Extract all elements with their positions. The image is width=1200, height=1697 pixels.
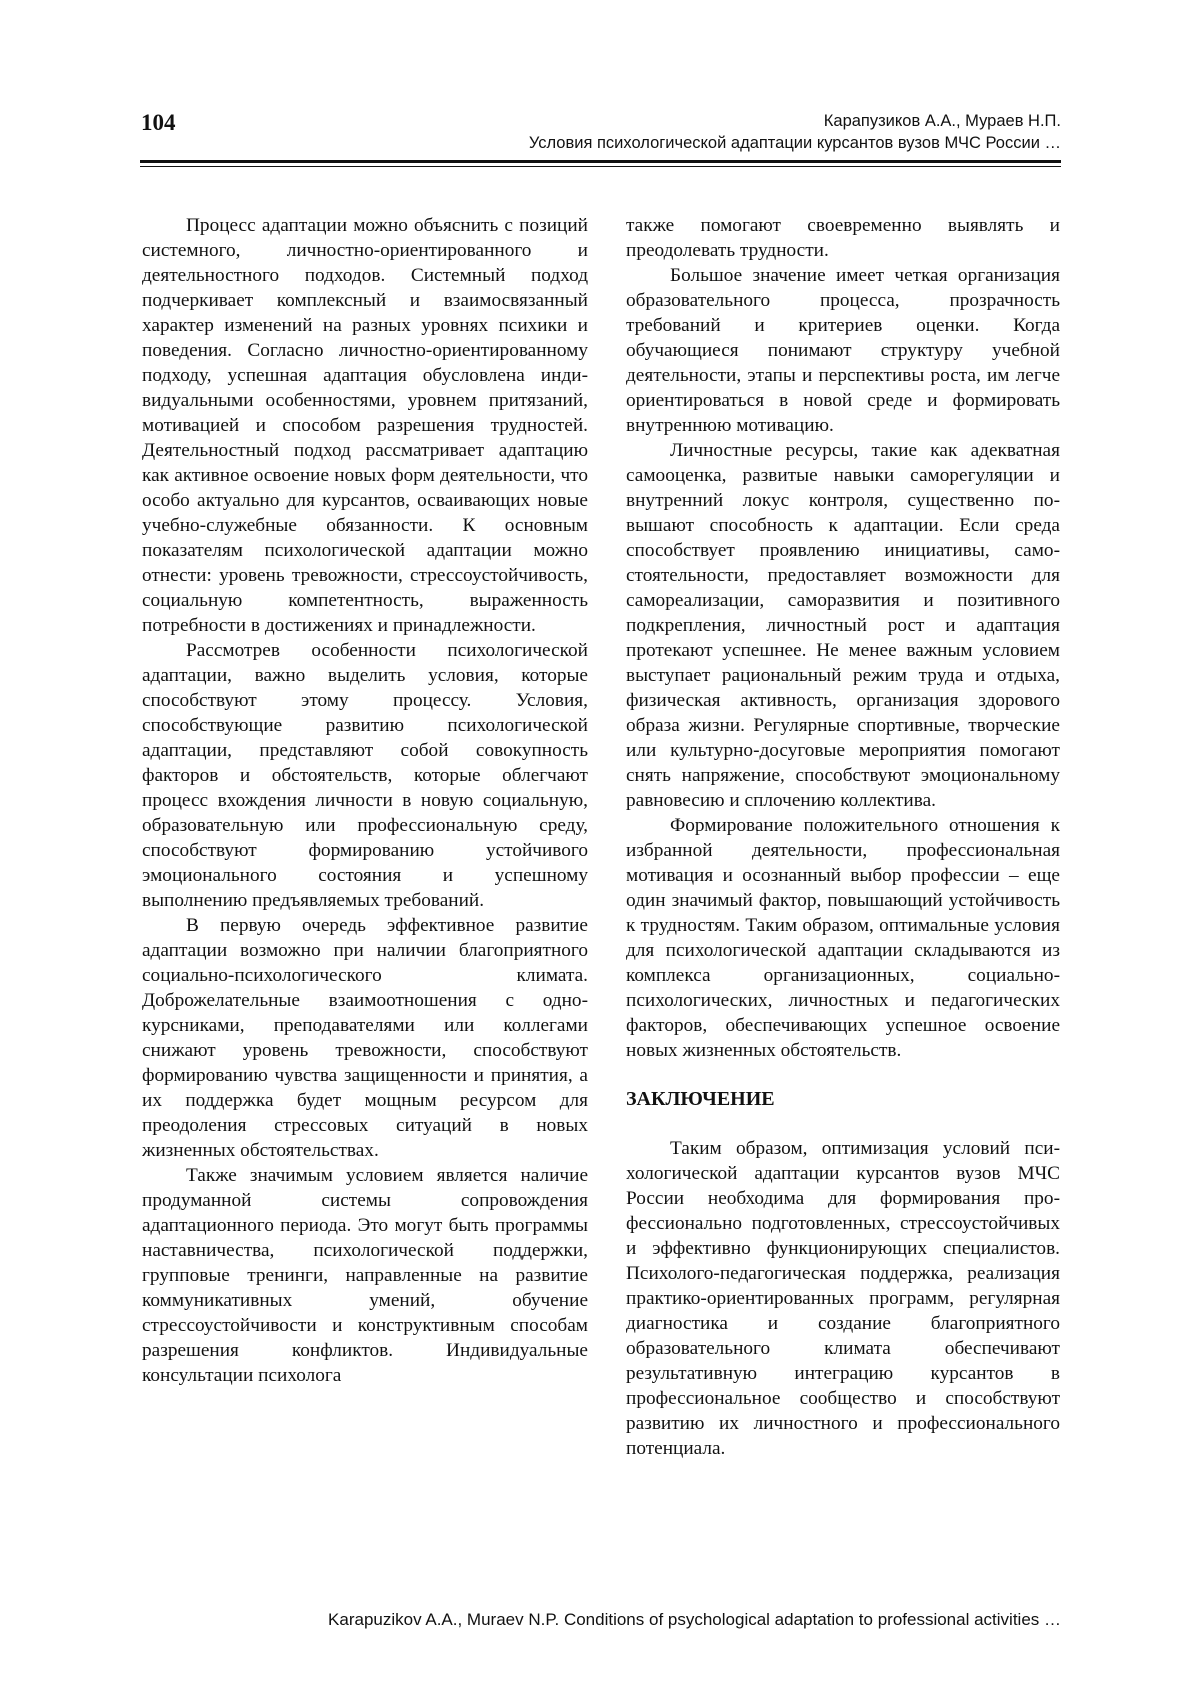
section-heading: ЗАКЛЮЧЕНИЕ — [626, 1088, 775, 1110]
conclusion-paragraph: Таким образом, оптимизация условий психологической адаптации курсантов вузов МЧС России необходима для формирования профессионально подготовленных, стрессоустойчивых и эффективно функционирующих специалистов. Психолого-педагогическая поддержка, реализация практико-ориентированных программ, регулярная диагностика и создание благоприятного образовательного климата обеспечивают результативную интеграцию курсантов в профессиональное сообщество и способствуют развитию их личностного и профессионального потенциала. — [626, 1138, 1060, 1459]
paragraph: Формирование положительного отношения к избранной деятельности, профессиональная мотивация и осознанный выбор профессии – еще один значимый фактор, повышающий устойчивость к трудностям. Таким образом, оптимальные условия для психологической адаптации складываются из комплекса организационных, социально-психологических, личностных и педагогических факторов, обеспечивающих успешное освоение новых жизненных обстоятельств. — [626, 815, 1060, 1061]
paragraph: Также значимым условием является наличие продуманной системы сопровождения адаптационного периода. Это могут быть программы наставничества, психологической поддержки, групповые тренинги, направленные на развитие коммуникативных умений, обучение стрессоустойчивости и конструктивным способам разрешения конфликтов. Индивидуальные консультации психолога — [142, 1165, 588, 1386]
header-rule-thick — [140, 160, 1061, 163]
paragraph: Рассмотрев особенности психологической адаптации, важно выделить условия, которые способствуют этому процессу. Условия, способствующие развитию психологической адаптации, представляют собой совокупность факторов и обстоятельств, которые облегчают процесс вхождения личности в новую социальную, образовательную или профессиональную среду, способствуют формированию устойчивого эмоционального состояния и успешному выполнению предъявляемых требований. — [142, 640, 588, 911]
running-header — [529, 110, 1061, 154]
paragraph: Большое значение имеет четкая организация образовательного процесса, прозрачность требований и критериев оценки. Когда обучающиеся понимают структуру учебной деятельности, этапы и перспективы роста, им легче ориентироваться в новой среде и формировать внутреннюю мотивацию. — [626, 265, 1060, 436]
header-rule-thin — [140, 166, 1061, 167]
header-title: Условия психологической адаптации курсантов вузов МЧС России … — [528, 134, 1061, 152]
page-number: 104 — [141, 110, 176, 135]
paragraph: Процесс адаптации можно объяснить с позиций системного, личностно-ориентированного и деятельностного подходов. Системный подход подчеркивает комплексный и взаимосвязанный характер изменений на разных уровнях психики и поведения. Согласно личностно-ориентированному подходу, успешная адаптация обусловлена индивидуальными особенностями, уровнем притязаний, мотивацией и способом разрешения трудностей. Деятельностный подход рассматривает адаптацию как активное освоение новых форм деятельности, что особо актуально для курсантов, осваивающих новые учебно-служебные обязанности. К основным показателям психологической адаптации можно отнести: уровень тревожности, стрессоустойчивость, социальную компетентность, выраженность потребности в достижениях и принадлежности. — [142, 215, 588, 636]
header-authors: Карапузиков А.А., Мураев Н.П. — [823, 112, 1061, 130]
left-column — [142, 213, 588, 1388]
paragraph: В первую очередь эффективное развитие адаптации возможно при наличии благоприятного социально-психологического климата. Доброжелательные взаимоотношения с однокурсниками, преподавателями или коллегами снижают уровень тревожности, способствуют формированию чувства защищенности и принятия, а их поддержка будет мощным ресурсом для преодоления стрессовых ситуаций в новых жизненных обстоятельствах. — [142, 915, 588, 1161]
right-column — [626, 213, 1060, 1461]
paragraph-continuation: также помогают своевременно выявлять и преодолевать трудности. — [626, 215, 1060, 261]
running-footer: Karapuzikov A.A., Muraev N.P. Conditions of psychological adaptation to professional activities … — [328, 1610, 1061, 1629]
paragraph: Личностные ресурсы, такие как адекватная самооценка, развитые навыки саморегуляции и внутренний локус контроля, существенно повышают способность к адаптации. Если среда способствует проявлению инициативы, самостоятельности, предоставляет возможности для самореализации, саморазвития и позитивного подкрепления, личностный рост и адаптация протекают успешнее. Не менее важным условием выступает рациональный режим труда и отдыха, физическая активность, организация здорового образа жизни. Регулярные спортивные, творческие или культурно-досуговые мероприятия помогают снять напряжение, способствуют эмоциональному равновесию и сплочению коллектива. — [626, 440, 1060, 811]
